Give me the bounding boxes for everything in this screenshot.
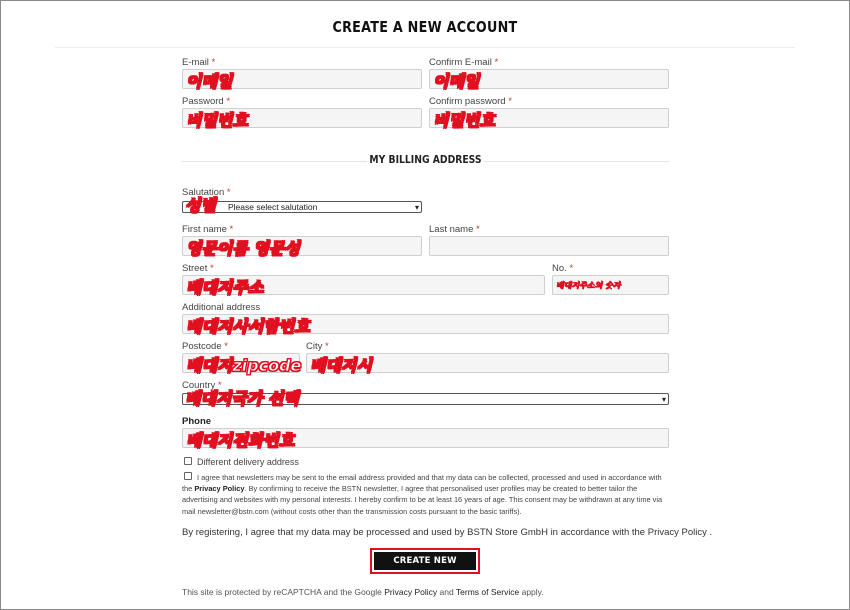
postcode-input[interactable] bbox=[182, 353, 300, 373]
terms-of-service-link[interactable]: Terms of Service bbox=[455, 587, 520, 597]
country-annotation: 배대지국가 선택 bbox=[185, 389, 299, 408]
salutation-annotation: 성별 bbox=[185, 196, 216, 215]
confirm-password-label: Confirm password * bbox=[429, 96, 512, 107]
confirm-password-input[interactable] bbox=[429, 108, 669, 128]
last-name-input[interactable] bbox=[429, 236, 669, 256]
postcode-label: Postcode * bbox=[182, 341, 228, 352]
chevron-down-icon: ▾ bbox=[414, 203, 419, 212]
page-title: CREATE A NEW ACCOUNT bbox=[332, 18, 518, 36]
password-input[interactable] bbox=[182, 108, 422, 128]
phone-label: Phone bbox=[182, 416, 212, 427]
email-label: E-mail * bbox=[182, 57, 216, 68]
privacy-policy-link[interactable]: Privacy Policy bbox=[194, 484, 245, 494]
different-delivery-label: Different delivery address bbox=[197, 457, 299, 467]
first-name-annotation: 영문이름 영문성 bbox=[186, 239, 300, 258]
confirm-email-input[interactable] bbox=[429, 69, 669, 89]
chevron-down-icon: ▾ bbox=[661, 395, 666, 404]
confirm-email-annotation: 이메일 bbox=[433, 72, 480, 91]
additional-address-label: Additional address bbox=[182, 302, 261, 313]
city-input[interactable] bbox=[306, 353, 669, 373]
confirm-email-label: Confirm E-mail * bbox=[429, 57, 499, 68]
country-label: Country * bbox=[182, 380, 222, 391]
registration-notice: By registering, I agree that my data may be processed and used by BSTN Store GmbH in accordance with the Privacy Policy . bbox=[182, 527, 713, 538]
phone-input[interactable] bbox=[182, 428, 669, 448]
number-label: No. * bbox=[552, 263, 574, 274]
street-annotation: 배대지주소 bbox=[186, 278, 264, 297]
street-input[interactable] bbox=[182, 275, 545, 295]
recaptcha-notice: This site is protected by reCAPTCHA and the Google Privacy Policy and Terms of Service apply. bbox=[182, 587, 544, 597]
postcode-annotation: 배대지zipcode bbox=[186, 356, 302, 375]
salutation-annotation-wrap bbox=[182, 194, 242, 214]
number-annotation: 배대지주소의 숫자 bbox=[556, 281, 621, 290]
additional-address-input[interactable] bbox=[182, 314, 669, 334]
newsletter-consent-text: I agree that newsletters may be sent to the email address provided and that my data can be collected, processed and used in accordance with the Privacy Policy. By confirming to receive the BSTN newsletter, I agree that personalised user profiles may be created to better tailor the advertising and websites with my personal interests. I hereby confirm to be at least 16 years of age. This consent may be withdrawn at any time via mail newsletter@bstn.com (without costs other than the transmission costs pursuant to the basic tariffs). bbox=[182, 473, 663, 516]
google-privacy-link[interactable]: Privacy Policy bbox=[384, 587, 438, 597]
city-annotation: 배대지시 bbox=[310, 356, 372, 375]
billing-section-heading: MY BILLING ADDRESS bbox=[182, 154, 669, 168]
password-annotation: 비밀번호 bbox=[186, 111, 248, 130]
city-label: City * bbox=[306, 341, 329, 352]
additional-address-annotation: 배대지사서함번호 bbox=[186, 317, 310, 336]
street-label: Street * bbox=[182, 263, 214, 274]
confirm-password-annotation: 비밀번호 bbox=[433, 111, 495, 130]
email-annotation: 이메일 bbox=[186, 72, 233, 91]
salutation-label: Salutation * bbox=[182, 187, 231, 198]
password-label: Password * bbox=[182, 96, 231, 107]
number-input[interactable] bbox=[552, 275, 669, 295]
submit-highlight bbox=[370, 548, 480, 584]
title-divider bbox=[55, 47, 795, 48]
different-delivery-checkbox[interactable] bbox=[184, 457, 192, 465]
create-account-button[interactable]: CREATE NEW ACCOUNT bbox=[374, 552, 476, 570]
first-name-label: First name * bbox=[182, 224, 234, 235]
salutation-select[interactable]: Please select salutation ▾ bbox=[182, 201, 422, 213]
first-name-input[interactable] bbox=[182, 236, 422, 256]
email-input[interactable] bbox=[182, 69, 422, 89]
country-annotation-wrap bbox=[182, 387, 382, 407]
last-name-label: Last name * bbox=[429, 224, 480, 235]
phone-annotation: 배대지전화번호 bbox=[186, 431, 295, 450]
